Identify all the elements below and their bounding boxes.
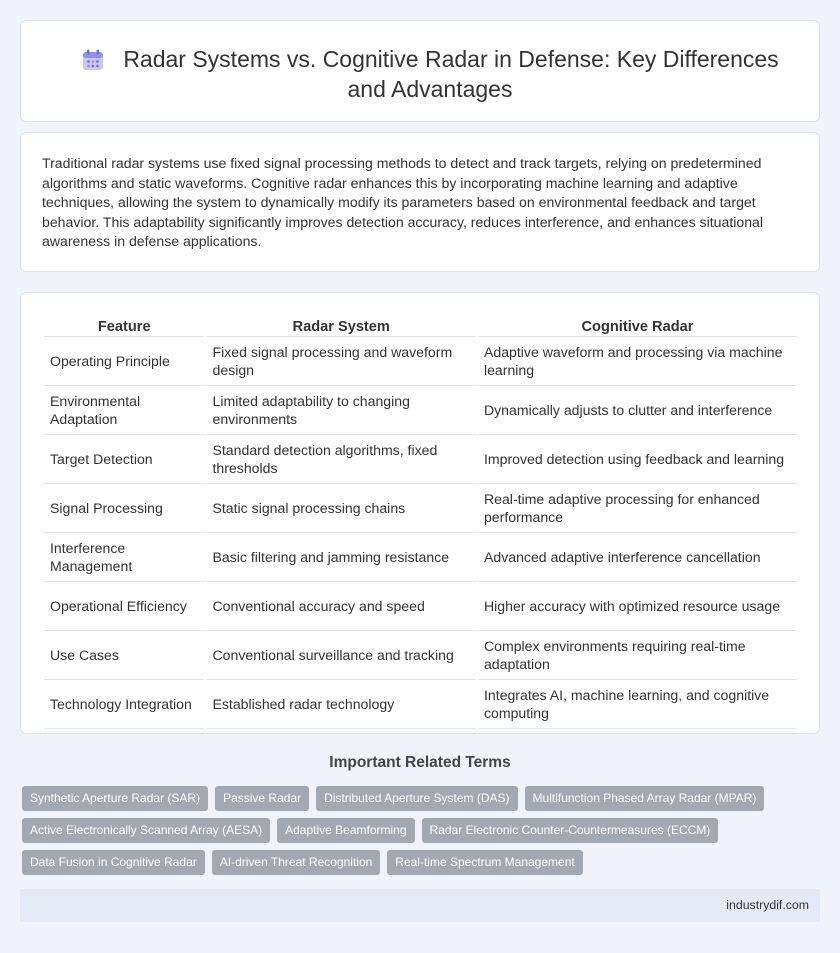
footer: [20, 889, 820, 922]
intro-paragraph: Traditional radar systems use fixed signal processing methods to detect and track targets, relying on predetermined algorithms and static waveforms. Cognitive radar enhances this by incorporating machine learning and adaptive techniques, allowing the system to dynamically modify its parameters based on environmental feedback and target behavior. This adaptability significantly improves detection accuracy, reduces interference, and enhances situational awareness in defense applications.: [42, 155, 764, 250]
feature-cell: Technology Integration: [44, 680, 204, 729]
feature-cell: Signal Processing: [44, 484, 204, 533]
intro-card: [20, 132, 820, 272]
related-term-tag[interactable]: Multifunction Phased Array Radar (MPAR): [525, 786, 765, 811]
related-term-tag[interactable]: Synthetic Aperture Radar (SAR): [22, 786, 208, 811]
table-row: [44, 386, 797, 435]
related-term-tag[interactable]: Radar Electronic Counter-Countermeasures (ECCM): [422, 818, 719, 843]
table-row: [44, 582, 797, 631]
page-title: Radar Systems vs. Cognitive Radar in Defense: Key Differences and Advantages: [123, 46, 779, 102]
radar-system-cell: Limited adaptability to changing environments: [206, 386, 475, 435]
table-row: [44, 533, 797, 582]
cognitive-radar-cell: Complex environments requiring real-time adaptation: [478, 631, 797, 680]
related-term-tag[interactable]: Adaptive Beamforming: [277, 818, 414, 843]
feature-cell: Interference Management: [44, 533, 204, 582]
calendar-grid-icon: [81, 48, 105, 72]
table-row: [44, 680, 797, 729]
related-term-tag[interactable]: Real-time Spectrum Management: [387, 850, 582, 875]
related-term-tag[interactable]: Passive Radar: [215, 786, 309, 811]
table-row: [44, 435, 797, 484]
header-card: [20, 20, 820, 122]
header-cognitive-radar: Cognitive Radar: [478, 317, 797, 337]
related-term-tag[interactable]: Distributed Aperture System (DAS): [316, 786, 517, 811]
comparison-table: [42, 317, 799, 729]
comparison-table-card: [20, 292, 820, 734]
radar-system-cell: Standard detection algorithms, fixed thresholds: [206, 435, 475, 484]
feature-cell: Operational Efficiency: [44, 582, 204, 631]
table-row: [44, 631, 797, 680]
cognitive-radar-cell: Real-time adaptive processing for enhanced performance: [478, 484, 797, 533]
feature-cell: Environmental Adaptation: [44, 386, 204, 435]
related-term-tag[interactable]: Active Electronically Scanned Array (AESA): [22, 818, 270, 843]
cognitive-radar-cell: Higher accuracy with optimized resource usage: [478, 582, 797, 631]
radar-system-cell: Conventional surveillance and tracking: [206, 631, 475, 680]
header-feature: Feature: [44, 317, 204, 337]
feature-cell: Target Detection: [44, 435, 204, 484]
radar-system-cell: Fixed signal processing and waveform design: [206, 337, 475, 386]
related-terms-list: [22, 786, 812, 882]
table-header-row: [44, 317, 797, 337]
cognitive-radar-cell: Dynamically adjusts to clutter and interference: [478, 386, 797, 435]
cognitive-radar-cell: Integrates AI, machine learning, and cognitive computing: [478, 680, 797, 729]
title-wrap: [61, 44, 799, 104]
feature-cell: Operating Principle: [44, 337, 204, 386]
related-term-tag[interactable]: AI-driven Threat Recognition: [212, 850, 381, 875]
cognitive-radar-cell: Advanced adaptive interference cancellation: [478, 533, 797, 582]
related-terms-heading: Important Related Terms: [329, 754, 511, 771]
table-row: [44, 337, 797, 386]
related-term-tag[interactable]: Data Fusion in Cognitive Radar: [22, 850, 205, 875]
cognitive-radar-cell: Improved detection using feedback and learning: [478, 435, 797, 484]
radar-system-cell: Established radar technology: [206, 680, 475, 729]
header-radar-system: Radar System: [206, 317, 475, 337]
cognitive-radar-cell: Adaptive waveform and processing via machine learning: [478, 337, 797, 386]
radar-system-cell: Static signal processing chains: [206, 484, 475, 533]
table-row: [44, 484, 797, 533]
feature-cell: Use Cases: [44, 631, 204, 680]
radar-system-cell: Basic filtering and jamming resistance: [206, 533, 475, 582]
radar-system-cell: Conventional accuracy and speed: [206, 582, 475, 631]
footer-site[interactable]: industrydif.com: [726, 898, 809, 912]
